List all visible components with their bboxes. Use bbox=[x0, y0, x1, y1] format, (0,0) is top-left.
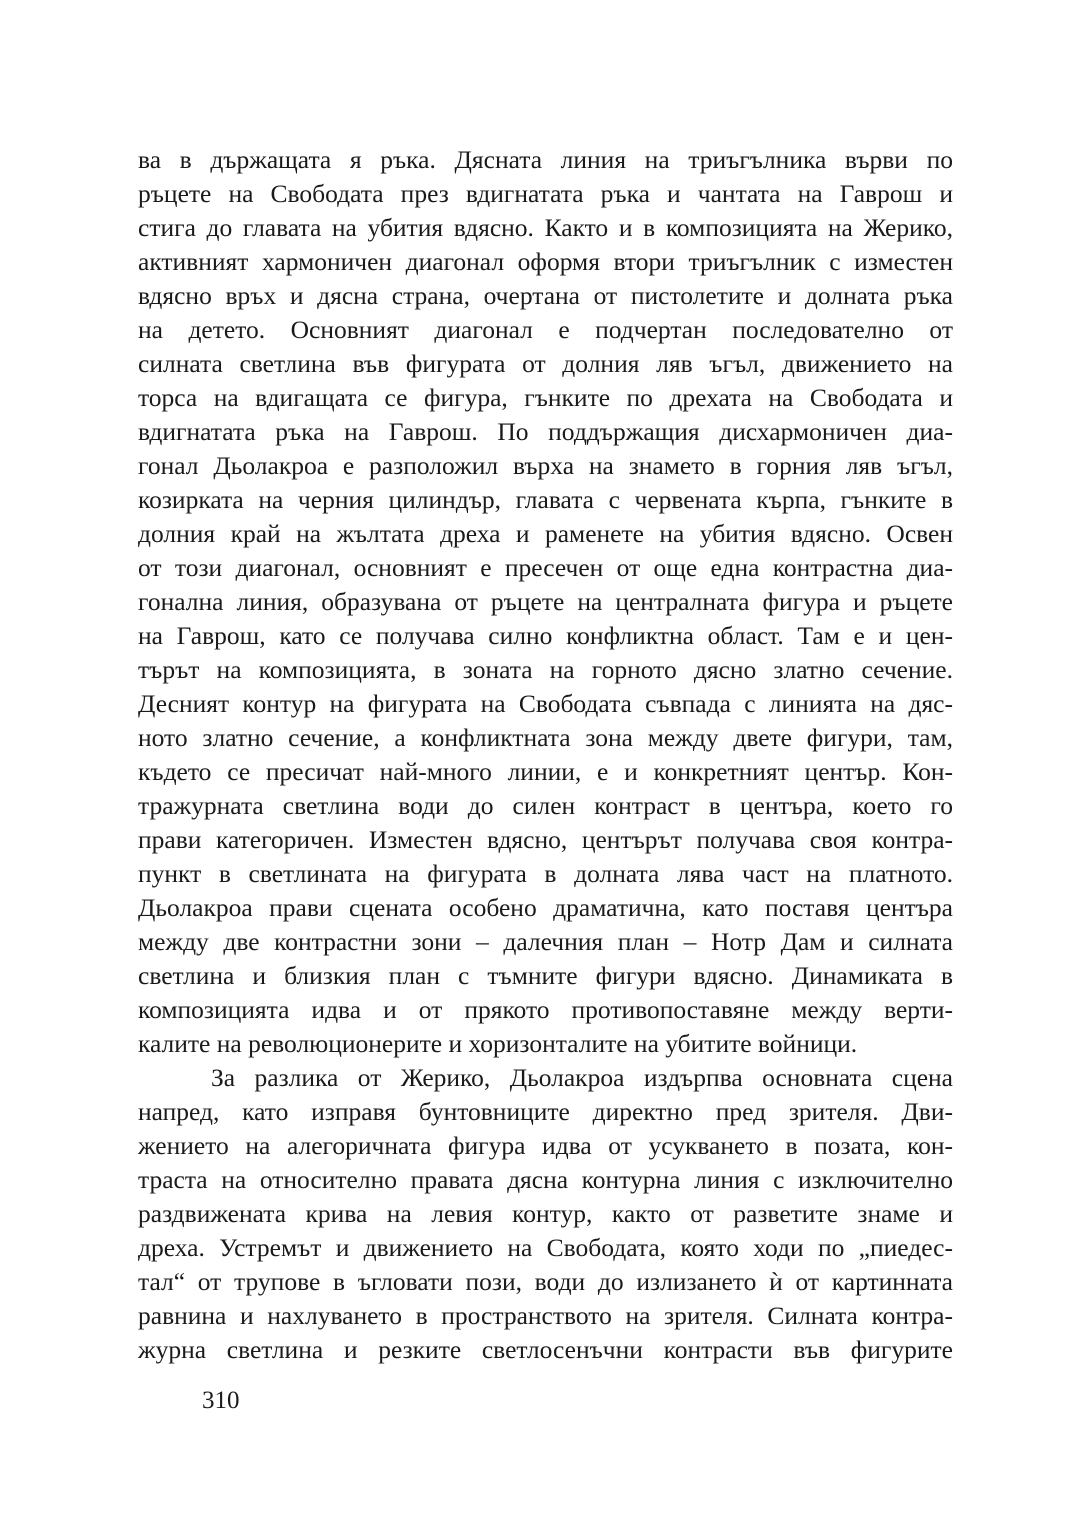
text-line: на детето. Основният диагонал е подчертан последователно от bbox=[138, 315, 953, 344]
text-line: светлина и близкия план с тъмните фигури вдясно. Динамиката в bbox=[138, 961, 953, 990]
text-line: Десният контур на фигурата на Свободата съвпада с линията на дяс- bbox=[138, 689, 953, 718]
text-line: напред, като изправя бунтовниците директно пред зрителя. Дви- bbox=[138, 1097, 953, 1126]
text-line: ръцете на Свободата през вдигнатата ръка и чантата на Гаврош и bbox=[138, 179, 953, 208]
text-line: гонал Дьолакроа е разположил върха на знамето в горния ляв ъгъл, bbox=[138, 451, 953, 480]
text-line: жението на алегоричната фигура идва от усукването в позата, кон- bbox=[138, 1131, 953, 1160]
text-line: прави категоричен. Изместен вдясно, центърът получава своя контра- bbox=[138, 825, 953, 854]
text-line: козирката на черния цилиндър, главата с червената кърпа, гънките в bbox=[138, 485, 953, 514]
text-line: За разлика от Жерико, Дьолакроа издърпва основната сцена bbox=[211, 1063, 953, 1092]
text-line: вдясно връх и дясна страна, очертана от пистолетите и долната ръка bbox=[138, 281, 953, 310]
text-line: активният хармоничен диагонал оформя втори триъгълник с изместен bbox=[138, 247, 953, 276]
text-line: между две контрастни зони – далечния план – Нотр Дам и силната bbox=[138, 927, 953, 956]
text-line: тал“ от трупове в ъгловати пози, води до излизането ѝ от картинната bbox=[138, 1267, 953, 1296]
text-line: композицията идва и от прякото противопоставяне между верти- bbox=[138, 995, 953, 1024]
text-line: Дьолакроа прави сцената особено драматична, като поставя центъра bbox=[138, 893, 953, 922]
text-line: дреха. Устремът и движението на Свободата, която ходи по „пиедес- bbox=[138, 1233, 953, 1262]
text-line: стига до главата на убития вдясно. Както и в композицията на Жерико, bbox=[138, 213, 953, 242]
text-line: калите на революционерите и хоризонталите на убитите войници. bbox=[138, 1029, 858, 1058]
text-line: равнина и нахлуването в пространството на зрителя. Силната контра- bbox=[138, 1301, 953, 1330]
text-line: траста на относително правата дясна контурна линия с изключително bbox=[138, 1165, 953, 1194]
text-line: долния край на жълтата дреха и раменете на убития вдясно. Освен bbox=[138, 519, 953, 548]
text-line: където се пресичат най-много линии, е и конкретният център. Кон- bbox=[138, 757, 953, 786]
text-line: раздвижената крива на левия контур, както от разветите знаме и bbox=[138, 1199, 953, 1228]
text-line: пункт в светлината на фигурата в долната лява част на платното. bbox=[138, 859, 953, 888]
text-line: ва в държащата я ръка. Дясната линия на триъгълника върви по bbox=[138, 145, 953, 174]
text-line: търът на композицията, в зоната на горното дясно златно сечение. bbox=[138, 655, 953, 684]
text-line: гонална линия, образувана от ръцете на централната фигура и ръцете bbox=[138, 587, 953, 616]
text-line: силната светлина във фигурата от долния ляв ъгъл, движението на bbox=[138, 349, 953, 378]
text-line: на Гаврош, като се получава силно конфликтна област. Там е и цен- bbox=[138, 621, 953, 650]
text-line: журна светлина и резките светлосенъчни контрасти във фигурите bbox=[138, 1335, 953, 1364]
text-line: ното златно сечение, а конфликтната зона между двете фигури, там, bbox=[138, 723, 953, 752]
body-text bbox=[138, 143, 953, 1367]
paragraph-2 bbox=[138, 1061, 953, 1367]
paragraph-1 bbox=[138, 143, 953, 1061]
text-line: торса на вдигащата се фигура, гънките по дрехата на Свободата и bbox=[138, 383, 953, 412]
text-line: тражурната светлина води до силен контраст в центъра, което го bbox=[138, 791, 953, 820]
text-line: от този диагонал, основният е пресечен от още една контрастна диа- bbox=[138, 553, 953, 582]
text-line: вдигнатата ръка на Гаврош. По поддържащия дисхармоничен диа- bbox=[138, 417, 953, 446]
page-number: 310 bbox=[202, 1387, 240, 1414]
